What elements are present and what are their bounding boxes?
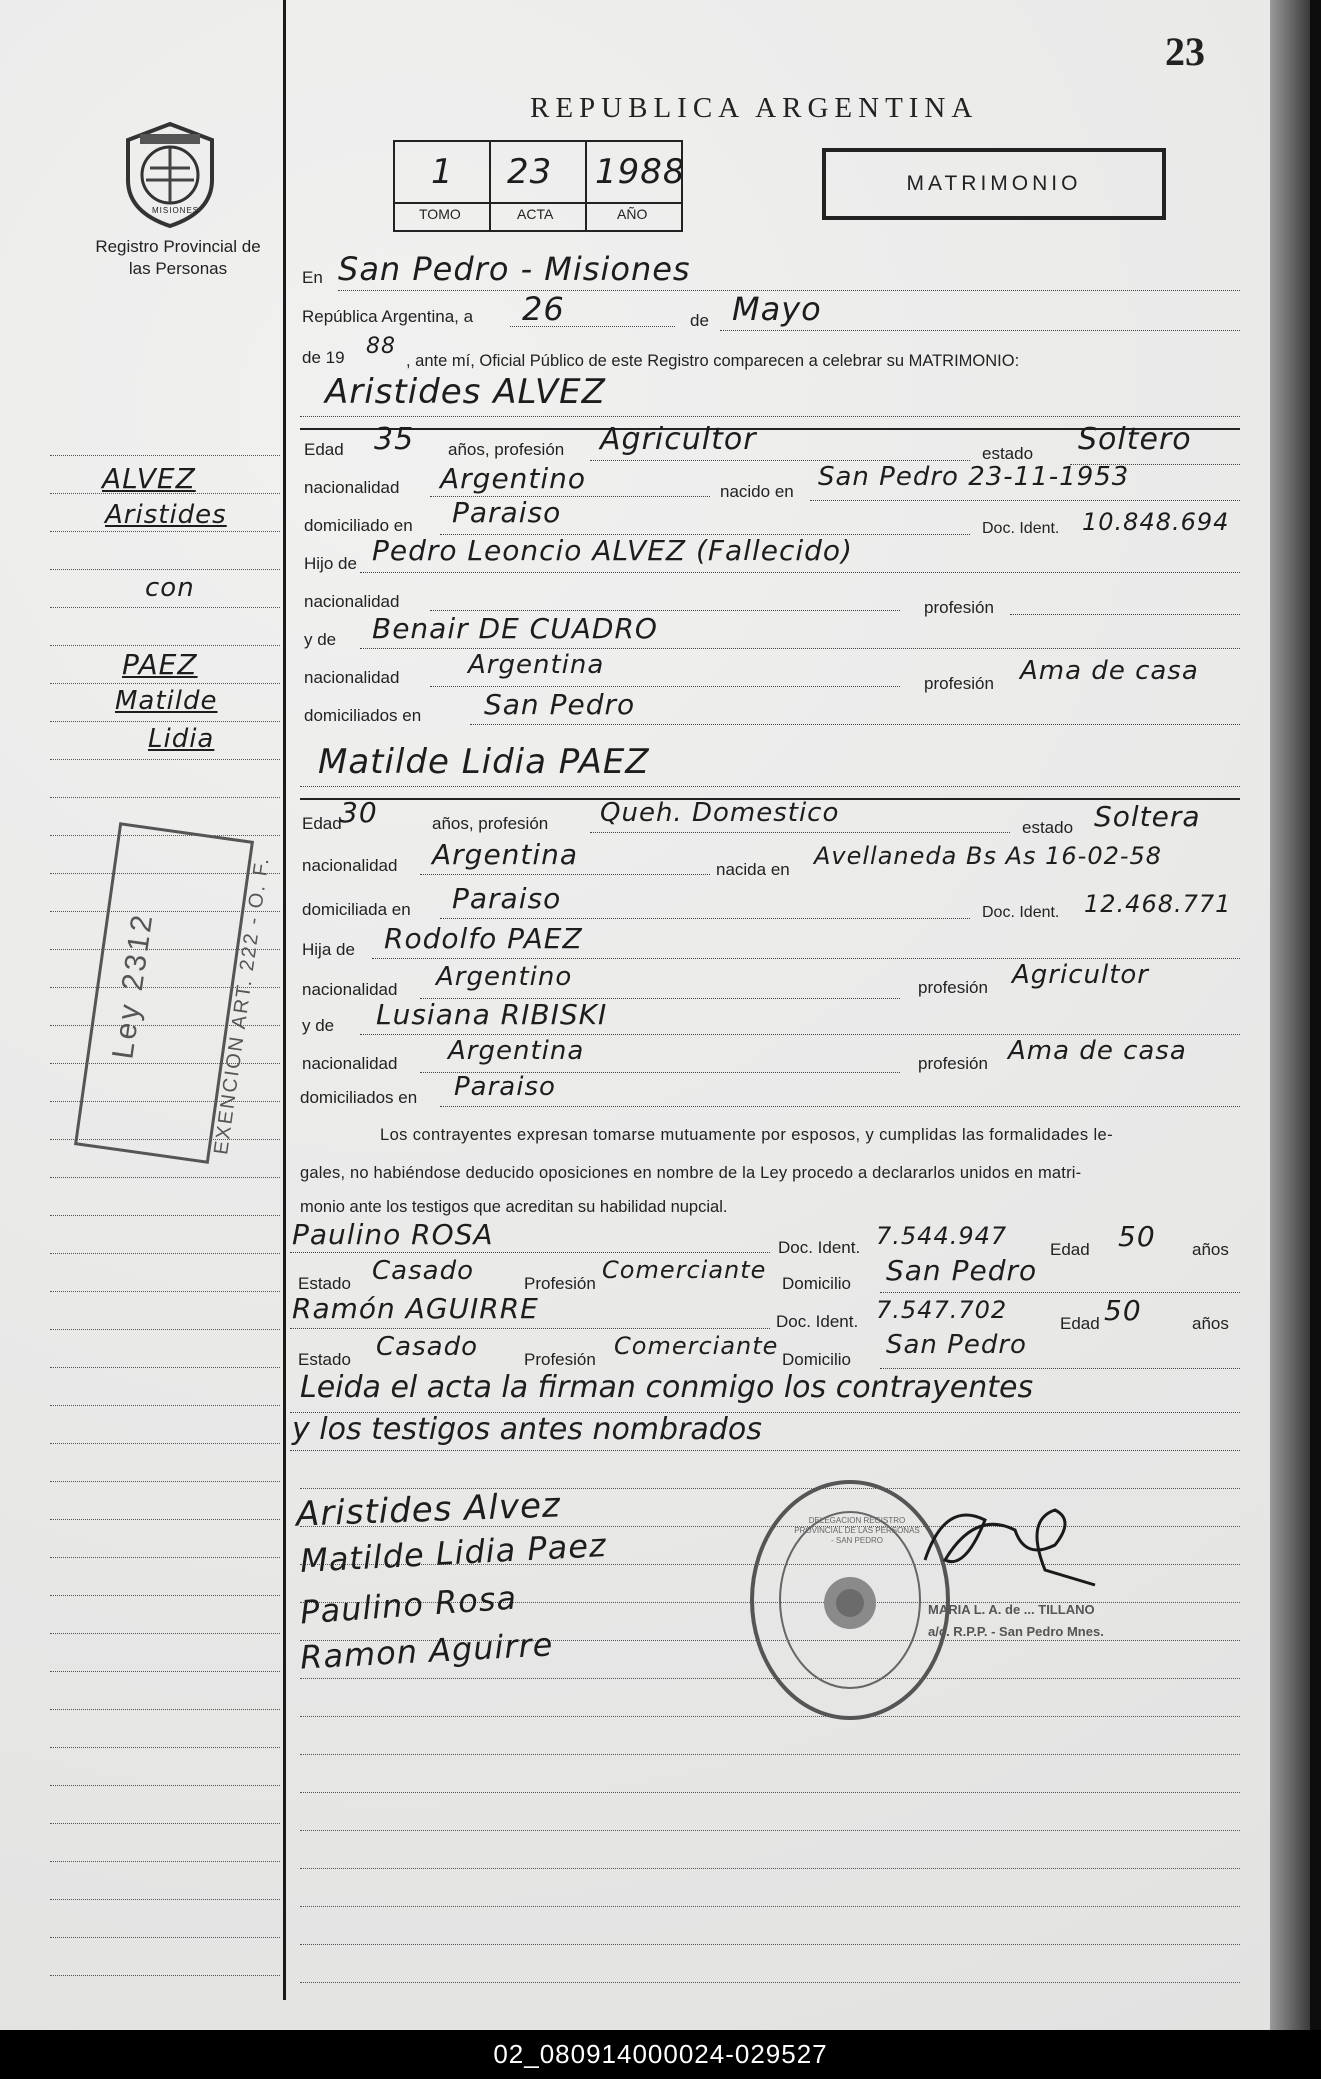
husband-yde-label: y de <box>304 630 337 649</box>
en-label: En <box>302 268 323 287</box>
acta-value: 23 <box>507 152 553 192</box>
official-stamp-line1: MARIA L. A. de ... TILLANO <box>928 1602 1095 1617</box>
husband-age: 35 <box>374 422 415 457</box>
intro-text: , ante mí, Oficial Público de este Registro comparecen a celebrar su MATRIMONIO: <box>406 352 1020 370</box>
husband-doc: 10.848.694 <box>1082 508 1230 536</box>
witness1-age: 50 <box>1118 1220 1156 1253</box>
witness1-dom-label: Domicilio <box>782 1274 851 1293</box>
official-signature-icon <box>905 1490 1105 1600</box>
page-number: 23 <box>1165 29 1205 74</box>
record-box <box>393 140 686 232</box>
margin-husband-name: Aristides <box>105 500 227 530</box>
signature-wife: Matilde Lidia Paez <box>299 1525 608 1581</box>
signature-witness2: Ramon Aguirre <box>299 1625 555 1677</box>
margin-wife-surname: PAEZ <box>122 648 198 681</box>
margin-joiner: con <box>145 573 195 603</box>
witness2-estado-label: Estado <box>298 1350 351 1369</box>
wife-dom-label: domiciliada en <box>302 900 411 919</box>
wife-name: Matilde Lidia PAEZ <box>318 742 650 782</box>
signature-witness1: Paulino Rosa <box>298 1578 519 1632</box>
anio-label: AÑO <box>617 206 648 222</box>
republica-label: República Argentina, a <box>302 307 474 326</box>
wife-father: Rodolfo PAEZ <box>384 922 583 955</box>
declaration-line-2: gales, no habiéndose deducido oposiciones en nombre de la Ley procedo a declararlos unidos en matri- <box>300 1164 1082 1182</box>
page-edge <box>1270 0 1310 2030</box>
document-id-footer: 02_080914000024-029527 <box>0 2030 1321 2079</box>
husband-estado: Soltero <box>1078 422 1192 457</box>
witness1-estado-label: Estado <box>298 1274 351 1293</box>
husband-dom-label: domiciliado en <box>304 516 413 535</box>
husband-nac-label: nacionalidad <box>304 478 400 497</box>
signature-husband: Aristides Alvez <box>295 1485 562 1535</box>
act-type-box <box>822 148 1166 220</box>
wife-mother: Lusiana RIBISKI <box>376 998 608 1031</box>
wife-age: 30 <box>340 796 378 829</box>
place-value: San Pedro - Misiones <box>338 250 691 288</box>
day-value: 26 <box>522 290 565 328</box>
closing-line-2: y los testigos antes nombrados <box>292 1412 762 1447</box>
year-suffix: 88 <box>366 334 396 359</box>
husband-mother-nac-label: nacionalidad <box>304 668 400 687</box>
witness2-doc-label: Doc. Ident. <box>776 1312 859 1331</box>
margin-divider <box>283 0 286 2000</box>
wife-mother-nac-label: nacionalidad <box>302 1054 398 1073</box>
husband-name: Aristides ALVEZ <box>325 372 606 412</box>
anio-value: 1988 <box>595 152 686 192</box>
witness2-doc: 7.547.702 <box>876 1296 1008 1324</box>
wife-father-nac-label: nacionalidad <box>302 980 398 999</box>
husband-mother-nationality: Argentina <box>468 650 605 680</box>
wife-doc: 12.468.771 <box>1084 890 1232 918</box>
acta-label: ACTA <box>517 206 554 222</box>
wife-birth: Avellaneda Bs As 16-02-58 <box>814 842 1163 870</box>
witness1-name: Paulino ROSA <box>292 1218 494 1251</box>
witness2-domicile: San Pedro <box>886 1330 1027 1360</box>
round-seal-text: DELEGACION REGISTRO PROVINCIAL DE LAS PERSONAS - SAN PEDRO <box>794 1516 920 1545</box>
wife-doc-label: Doc. Ident. <box>982 904 1060 921</box>
wife-prof-label: años, profesión <box>432 814 549 833</box>
husband-mother: Benair DE CUADRO <box>372 612 658 645</box>
wife-nacida-label: nacida en <box>716 860 790 879</box>
husband-domicile: Paraiso <box>452 496 562 529</box>
husband-birth: San Pedro 23-11-1953 <box>818 462 1130 492</box>
month-value: Mayo <box>732 290 822 328</box>
husband-father-prof-label: profesión <box>924 598 994 617</box>
margin-wife-name1: Matilde <box>115 686 218 716</box>
tomo-value: 1 <box>431 152 454 192</box>
husband-edad-label: Edad <box>304 440 344 459</box>
husband-mother-prof-label: profesión <box>924 674 994 693</box>
declaration-line-1: Los contrayentes expresan tomarse mutuamente por esposos, y cumplidas las formalidades le- <box>380 1126 1114 1144</box>
margin-wife-name2: Lidia <box>148 724 215 754</box>
husband-parents-dom-label: domiciliados en <box>304 706 422 725</box>
witness2-profession: Comerciante <box>614 1332 779 1360</box>
husband-father-nac-label: nacionalidad <box>304 592 400 611</box>
husband-hijo-label: Hijo de <box>304 554 357 573</box>
witness2-estado: Casado <box>376 1332 478 1362</box>
wife-father-profession: Agricultor <box>1012 960 1149 990</box>
wife-father-nationality: Argentino <box>436 962 573 992</box>
year-prefix: de 19 <box>302 348 345 367</box>
margin-husband-surname: ALVEZ <box>102 462 196 495</box>
closing-line-1: Leida el acta la firman conmigo los contrayentes <box>300 1370 1034 1405</box>
husband-parents-domicile: San Pedro <box>484 688 636 721</box>
wife-yde-label: y de <box>302 1016 335 1035</box>
husband-prof-label: años, profesión <box>448 440 565 459</box>
wife-nac-label: nacionalidad <box>302 856 398 875</box>
witness2-dom-label: Domicilio <box>782 1350 851 1369</box>
wife-nationality: Argentina <box>432 838 579 871</box>
witness2-prof-label: Profesión <box>524 1350 596 1369</box>
husband-doc-label: Doc. Ident. <box>982 520 1060 537</box>
wife-father-prof-label: profesión <box>918 978 988 997</box>
wife-profession: Queh. Domestico <box>600 798 840 828</box>
wife-estado-label: estado <box>1022 818 1074 837</box>
witness2-edad-label: Edad <box>1060 1314 1100 1333</box>
stamp-line2: EXENCION ART. 222 - O. F. <box>210 854 274 1156</box>
wife-estado: Soltera <box>1094 800 1201 833</box>
witness1-edad-label: Edad <box>1050 1240 1090 1259</box>
husband-father: Pedro Leoncio ALVEZ (Fallecido) <box>372 534 853 567</box>
wife-parents-dom-label: domiciliados en <box>300 1088 418 1107</box>
wife-parents-domicile: Paraiso <box>454 1072 556 1102</box>
wife-domicile: Paraiso <box>452 882 562 915</box>
wife-hija-label: Hija de <box>302 940 355 959</box>
wife-mother-profession: Ama de casa <box>1008 1036 1187 1066</box>
declaration-line-3: monio ante los testigos que acreditan su habilidad nupcial. <box>300 1198 728 1216</box>
witness1-domicile: San Pedro <box>886 1254 1038 1287</box>
witness1-prof-label: Profesión <box>524 1274 596 1293</box>
witness2-age: 50 <box>1104 1294 1142 1327</box>
witness2-anos-label: años <box>1192 1314 1229 1333</box>
wife-edad-label: Edad <box>302 814 342 833</box>
stamp-line1: Ley 2312 <box>106 910 160 1061</box>
witness1-doc-label: Doc. Ident. <box>778 1238 861 1257</box>
witness1-estado: Casado <box>372 1256 474 1286</box>
de-label: de <box>690 311 709 330</box>
witness1-profession: Comerciante <box>602 1256 767 1284</box>
husband-profession: Agricultor <box>600 422 757 457</box>
registry-name: Registro Provincial de las Personas <box>95 237 261 278</box>
act-type: MATRIMONIO <box>906 172 1082 195</box>
husband-nationality: Argentino <box>440 462 587 495</box>
husband-estado-label: estado <box>982 444 1034 463</box>
tomo-label: TOMO <box>419 206 461 222</box>
seal-text: MISIONES <box>152 206 200 215</box>
wife-mother-prof-label: profesión <box>918 1054 988 1073</box>
witness1-anos-label: años <box>1192 1240 1229 1259</box>
husband-nacido-label: nacido en <box>720 482 794 501</box>
official-stamp-line2: a/c. R.P.P. - San Pedro Mnes. <box>928 1624 1104 1639</box>
witness2-name: Ramón AGUIRRE <box>292 1292 539 1325</box>
witness1-doc: 7.544.947 <box>876 1222 1008 1250</box>
husband-mother-profession: Ama de casa <box>1020 656 1199 686</box>
country-title: REPUBLICA ARGENTINA <box>530 92 979 124</box>
wife-mother-nationality: Argentina <box>448 1036 585 1066</box>
